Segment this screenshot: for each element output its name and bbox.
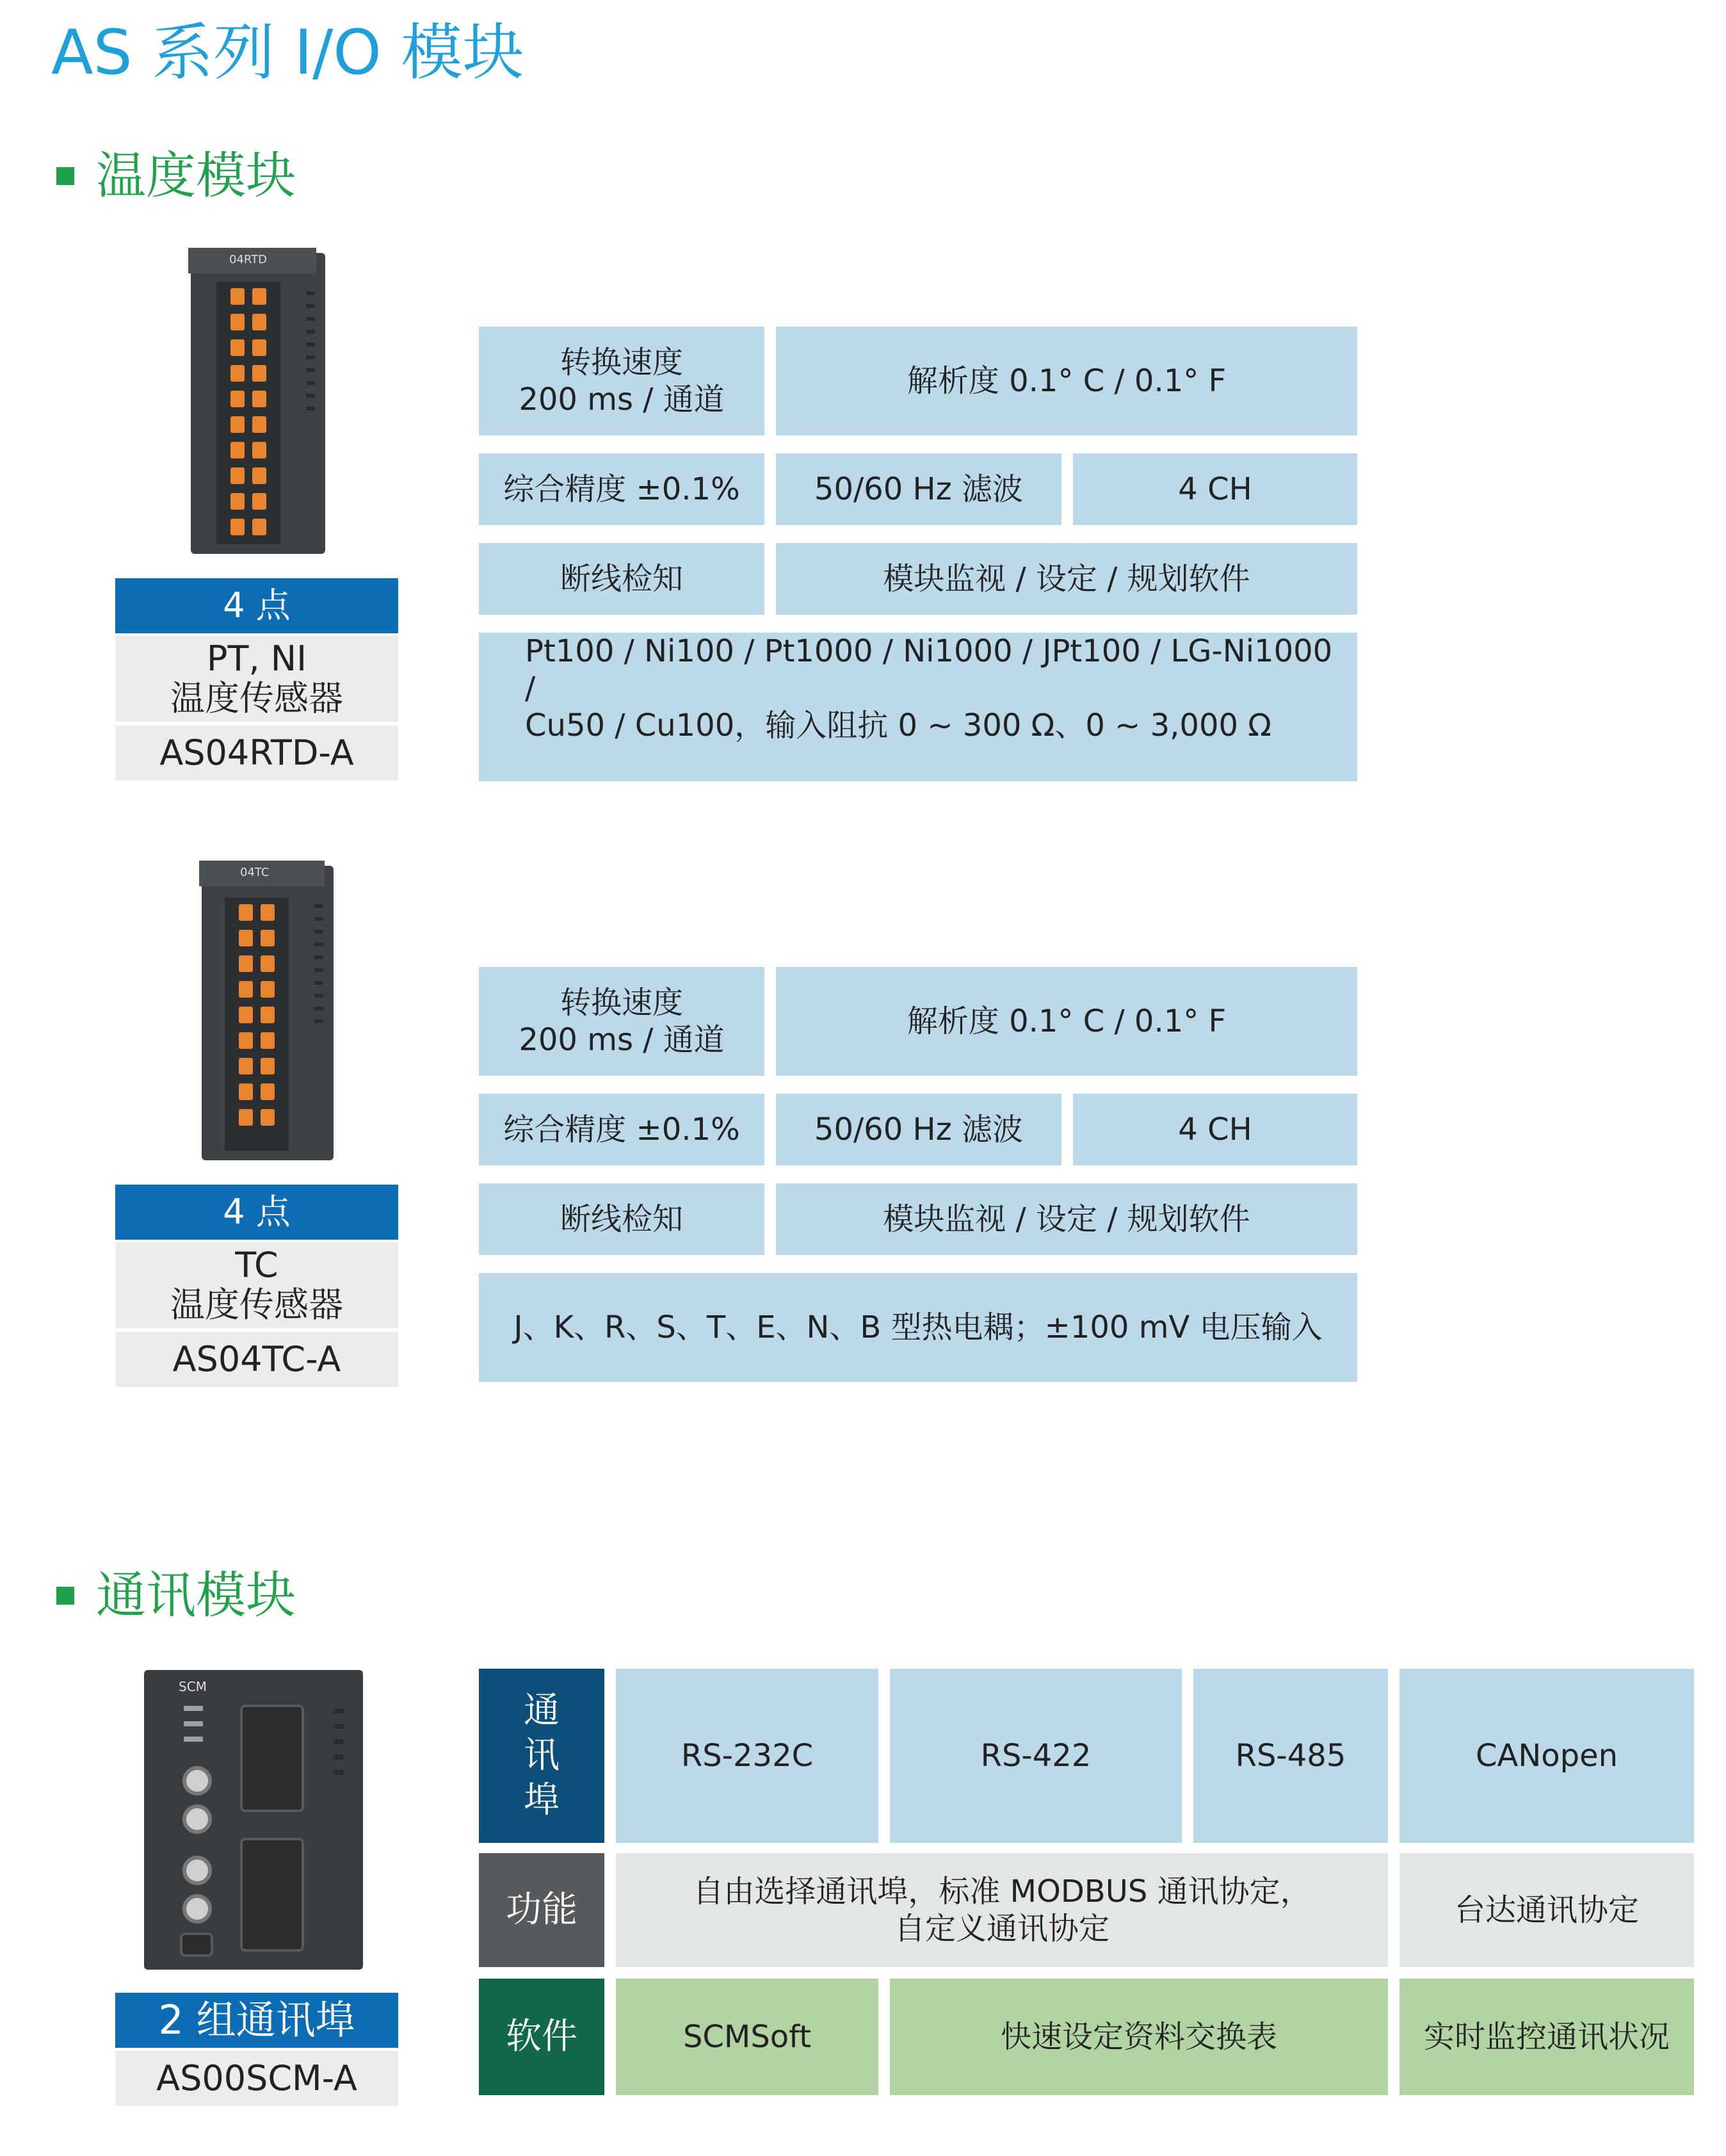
status-led — [184, 1737, 203, 1742]
row-header-software: 软件 — [479, 1979, 604, 2095]
spec-filter: 50/60 Hz 滤波 — [776, 1094, 1061, 1165]
row-header-char: 通 — [524, 1690, 560, 1731]
function-line: 自由选择通讯埠，标准 MODBUS 通讯协定， — [693, 1874, 1311, 1909]
section-bullet-icon — [56, 167, 74, 185]
module-image-rtd — [191, 253, 325, 554]
spec-resolution: 解析度 0.1° C / 0.1° F — [776, 327, 1357, 435]
module-model-label: 04RTD — [229, 253, 267, 266]
terminal-block — [216, 282, 280, 544]
model-number: AS04TC-A — [115, 1332, 398, 1387]
section-bullet-icon — [56, 1587, 74, 1605]
rotary-switch-icon — [182, 1856, 212, 1885]
sensor-type-line: 温度传感器 — [170, 1285, 343, 1325]
port-count-label: 2 组通讯埠 — [115, 1993, 398, 2048]
spec-sensor-types: J、K、R、S、T、E、N、B 型热电耦；±100 mV 电压输入 — [479, 1273, 1357, 1382]
sensor-type-line: PT, NI — [206, 638, 307, 679]
spec-accuracy: 综合精度 ±0.1% — [479, 1094, 764, 1165]
spec-software: 模块监视 / 设定 / 规划软件 — [776, 1183, 1357, 1255]
comm-port-cover — [240, 1705, 304, 1812]
spec-channels: 4 CH — [1073, 453, 1357, 525]
spec-line: Cu50 / Cu100，输入阻抗 0 ~ 300 Ω、0 ~ 3,000 Ω — [525, 708, 1271, 743]
spec-conversion-speed — [479, 967, 764, 1076]
spec-accuracy: 综合精度 ±0.1% — [479, 453, 764, 525]
module-model-label: SCM — [179, 1679, 207, 1694]
status-led — [184, 1706, 203, 1711]
spec-sensor-types — [479, 633, 1357, 781]
sensor-type-line: TC — [235, 1245, 278, 1285]
usb-port-icon — [180, 1933, 213, 1957]
spec-break-detect: 断线检知 — [479, 543, 764, 615]
page-title: AS 系列 I/O 模块 — [51, 17, 524, 88]
terminal-block — [225, 898, 289, 1151]
row-header-comm-port — [479, 1669, 604, 1843]
function-description — [616, 1853, 1388, 1967]
section-title-temperature — [56, 144, 296, 208]
rotary-switch-icon — [182, 1766, 212, 1795]
model-number: AS00SCM-A — [115, 2051, 398, 2106]
spec-line: Pt100 / Ni100 / Pt1000 / Ni1000 / JPt100 / LG-Ni1000 / — [525, 633, 1333, 706]
port-rs422: RS-422 — [890, 1669, 1182, 1843]
row-header-char: 讯 — [524, 1735, 560, 1776]
spec-line: 转换速度 — [560, 985, 683, 1021]
comm-port-cover — [240, 1838, 304, 1952]
sensor-type-label — [115, 636, 398, 722]
module-image-tc — [202, 866, 334, 1160]
spec-resolution: 解析度 0.1° C / 0.1° F — [776, 967, 1357, 1076]
software-monitor: 实时监控通讯状况 — [1399, 1979, 1694, 2095]
function-line: 自定义通讯协定 — [894, 1911, 1109, 1947]
point-count-label: 4 点 — [115, 578, 398, 633]
spec-channels: 4 CH — [1073, 1094, 1357, 1165]
rotary-switch-icon — [182, 1894, 212, 1924]
spec-software: 模块监视 / 设定 / 规划软件 — [776, 543, 1357, 615]
spec-break-detect: 断线检知 — [479, 1183, 764, 1255]
sensor-type-label — [115, 1242, 398, 1328]
module-image-scm — [144, 1670, 363, 1970]
port-rs485: RS-485 — [1193, 1669, 1388, 1843]
software-name: SCMSoft — [616, 1979, 878, 2095]
row-header-char: 埠 — [524, 1779, 560, 1821]
section-title-text: 通讯模块 — [96, 1567, 296, 1625]
port-rs232c: RS-232C — [616, 1669, 878, 1843]
spec-filter: 50/60 Hz 滤波 — [776, 453, 1061, 525]
function-delta-protocol: 台达通讯协定 — [1399, 1853, 1694, 1967]
point-count-label: 4 点 — [115, 1185, 398, 1240]
software-fast-setup: 快速设定资料交换表 — [890, 1979, 1388, 2095]
rotary-switch-icon — [182, 1804, 212, 1834]
spec-line: 200 ms / 通道 — [519, 382, 725, 417]
section-title-text: 温度模块 — [96, 147, 296, 205]
row-header-function: 功能 — [479, 1853, 604, 1967]
port-canopen: CANopen — [1399, 1669, 1694, 1843]
spec-line: 转换速度 — [560, 344, 683, 380]
model-number: AS04RTD-A — [115, 725, 398, 781]
section-title-communication — [56, 1564, 296, 1628]
status-led — [184, 1721, 203, 1726]
sensor-type-line: 温度传感器 — [170, 678, 343, 718]
module-model-label: 04TC — [240, 866, 270, 879]
spec-line: 200 ms / 通道 — [519, 1022, 725, 1058]
spec-conversion-speed — [479, 327, 764, 435]
